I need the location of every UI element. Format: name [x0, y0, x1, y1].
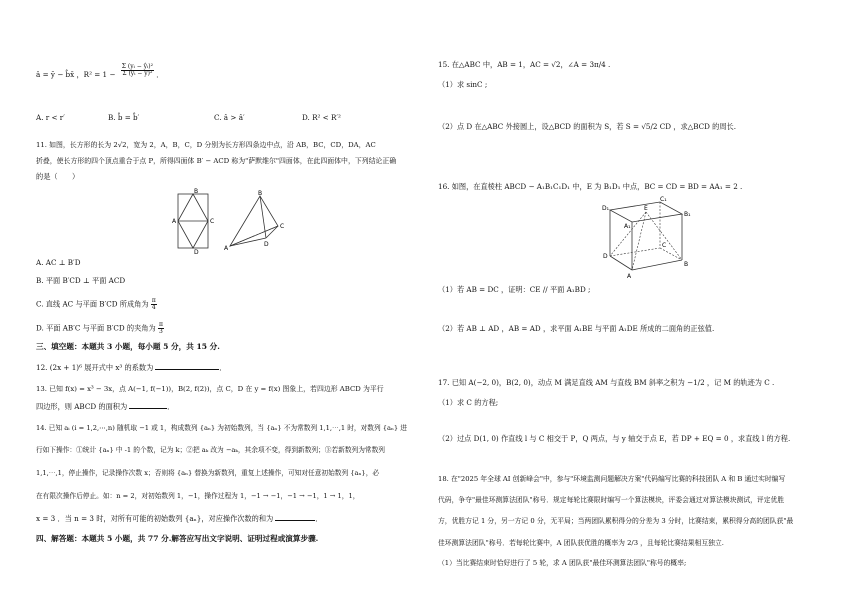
q14-line5: x = 3 ．当 n = 3 时，对所有可能的初始数列 {aₙ}，对应操作次数的和为 ．	[36, 514, 323, 523]
q11-stem-line3: 的是（ ）	[36, 172, 80, 181]
q11-option-b[interactable]: B. 平面 B′CD ⊥ 平面 ACD	[36, 276, 126, 285]
q18-line3: 方，优胜方记 1 分，另一方记 0 分，无平局；当两团队累积得分的分差为 3 分时，比赛结束，累积得分高的团队获"最	[438, 517, 794, 525]
svg-text:C₁: C₁	[660, 196, 667, 203]
q14-line1: 14. 已知 aᵢ (i = 1,2,⋯,n) 随机取 −1 或 1，构成数列 {aₙ} 为初始数列，当 {aₙ} 不为常数列 1,1,⋯,1 时，对数列 {aₙ} 进	[36, 424, 407, 432]
q16-part1: （1）若 AB = DC ，证明：CE // 平面 A₁BD ;	[438, 285, 591, 294]
q11-stem-line1: 11. 如图，长方形的长为 2√2，宽为 2，A，B，C，D 分别为长方形四条边中点，沿 AB，BC，CD，DA，AC	[36, 141, 376, 149]
q11-stem-line2: 折叠，使长方形的四个顶点重合于点 P，所得四面体 B′ − ACD 称为"萨默维尔"四面体，在此四面体中，下列结论正确	[36, 157, 397, 165]
q16-part2: （2）若 AB ⊥ AD ，AB = AD ，求平面 A₁BE 与平面 A₁DE 所成的二面角的正弦值.	[438, 324, 715, 333]
q13-line2: 四边形，则 ABCD 的面积为 ．	[36, 402, 175, 411]
section-3-heading: 三、填空题：本题共 3 小题，每小题 5 分，共 15 分.	[36, 342, 220, 351]
q15-part2: （2）点 D 在△ABC 外接圆上，设△BCD 的面积为 S，若 S = √5/2 CD ，求△BCD 的周长.	[438, 122, 737, 131]
svg-text:D: D	[264, 241, 269, 248]
svg-text:A₁: A₁	[624, 223, 631, 230]
q16-figure	[590, 196, 700, 280]
svg-text:C: C	[662, 242, 667, 249]
q10-option-d[interactable]: D. R² < R′²	[302, 113, 341, 122]
q18-line2: 代码，争夺"最佳环测算法团队"称号．规定每轮比赛限时编写一个算法模块，评委会通过对算法模块测试，评定优胜	[438, 496, 785, 504]
q11-figure	[172, 188, 292, 254]
svg-text:B: B	[684, 261, 689, 268]
section-4-heading: 四、解答题：本题共 5 小题，共 77 分.解答应写出文字说明、证明过程或演算步骤.	[36, 534, 319, 543]
q11-option-a[interactable]: A. AC ⊥ B′D	[36, 258, 81, 267]
q14-line4: 在有限次操作后停止。如：n = 2，对初始数列 1，−1，操作过程为 1，−1 → −1，−1 → −1，1 → 1，1，	[36, 492, 360, 500]
q17-part2: （2）过点 D(1, 0) 作直线 l 与 C 相交于 P，Q 两点，与 y 轴交于点 E，若 DP + EQ = 0 ，求直线 l 的方程.	[438, 434, 791, 443]
q13-line1: 13. 已知 f(x) = x³ − 3x，点 A(−1, f(−1))，B(2, f(2))，点 C，D 在 y = f(x) 图象上，若四边形 ABCD 为平行	[36, 385, 384, 393]
q17-stem: 17. 已知 A(−2, 0)，B(2, 0)，动点 M 满足直线 AM 与直线 BM 斜率之积为 −1/2 ，记 M 的轨迹为 C .	[438, 378, 775, 387]
q11-option-d[interactable]: D. 平面 AB′C 与平面 B′CD 的夹角为 $\frac{\pi}{3}$	[36, 321, 163, 335]
q11-option-d-text: D. 平面 AB′C 与平面 B′CD 的夹角为	[36, 323, 156, 333]
svg-text:B: B	[194, 188, 199, 195]
regression-formula: â = ȳ − b̂x̄ ，R² = 1 − $\frac{\text{Σ (yᵢ − ŷᵢ)²}}{\text{Σ (yᵢ − ȳ)²}}$ ．	[36, 63, 164, 79]
q15-part1: （1）求 sinC ;	[438, 80, 488, 89]
q16-stem: 16. 如图，在直棱柱 ABCD − A₁B₁C₁D₁ 中，E 为 B₁D₁ 中点，BC = CD = BD = AA₁ = 2 .	[438, 182, 743, 191]
svg-text:C: C	[210, 218, 215, 225]
q14-line2: 行如下操作：①统计 {aₙ} 中 -1 的个数，记为 k；②把 aₖ 改为 −aₖ，其余项不变，得到新数列；③若新数列为常数列	[36, 446, 385, 454]
q12: 12. (2x + 1)⁶ 展开式中 x³ 的系数为 ．	[36, 363, 227, 372]
q18-line1: 18. 在"2025 年全球 AI 创新峰会"中，参与"环境监测问题解决方案"代码编写比赛的科技团队 A 和 B 通过实时编写	[438, 475, 786, 483]
svg-text:A: A	[172, 218, 177, 225]
svg-text:D₁: D₁	[602, 205, 610, 212]
q18-line4: 佳环测算法团队"称号．若每轮比赛中，A 团队获优胜的概率为 2/3 ，且每轮比赛结果相互独立.	[438, 539, 724, 547]
q18-part1: （1）当比赛结束时恰好进行了 5 轮，求 A 团队获"最佳环测算法团队"称号的概率;	[438, 559, 687, 567]
svg-text:A: A	[627, 273, 632, 280]
svg-text:C: C	[280, 223, 285, 230]
svg-text:E: E	[644, 205, 648, 212]
q15-stem: 15. 在△ABC 中，AB = 1，AC = √2，∠A = 3π/4 .	[438, 60, 611, 69]
svg-text:B₁: B₁	[684, 211, 691, 218]
q11-option-c[interactable]: C. 直线 AC 与平面 B′CD 所成角为 $\frac{\pi}{4}$	[36, 297, 156, 311]
q17-part1: （1）求 C 的方程;	[438, 398, 499, 407]
svg-text:B: B	[258, 190, 263, 197]
q14-line3: 1,1,⋯,1，停止操作，记录操作次数 x；否则将 {aₙ} 替换为新数列，重复上述操作，可知对任意初始数列 {aₙ}，必	[36, 469, 380, 477]
svg-text:D: D	[194, 249, 199, 254]
svg-text:D: D	[603, 253, 608, 260]
q10-option-b[interactable]: B. b̂ = b̂′	[108, 113, 140, 122]
svg-text:A: A	[224, 245, 229, 252]
q10-option-a[interactable]: A. r < r′	[36, 113, 65, 122]
right-column	[430, 0, 860, 608]
q11-option-c-text: C. 直线 AC 与平面 B′CD 所成角为	[36, 299, 149, 309]
q10-option-c[interactable]: C. â > â′	[214, 113, 245, 122]
